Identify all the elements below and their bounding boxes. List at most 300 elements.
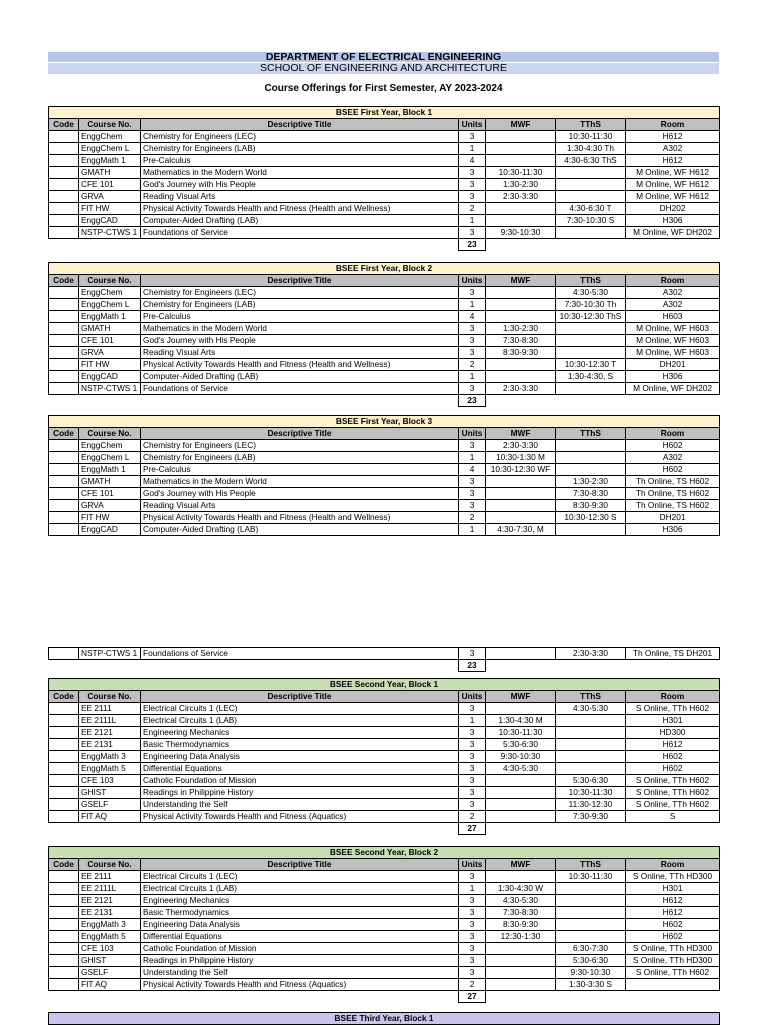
column-header-mwf: MWF: [486, 428, 556, 440]
spacer-cell: [486, 991, 556, 1003]
units-total: 23: [459, 239, 486, 251]
cell-course-no: EnggChem: [79, 287, 141, 299]
cell-room: DH201: [626, 512, 720, 524]
cell-mwf: [486, 703, 556, 715]
table-row: [49, 323, 720, 335]
cell-room: H612: [626, 895, 720, 907]
spacer-cell: [49, 239, 79, 251]
cell-title: Computer-Aided Drafting (LAB): [141, 371, 459, 383]
table-row: [49, 775, 720, 787]
cell-code: [49, 227, 79, 239]
cell-units: 2: [459, 979, 486, 991]
cell-course-no: EnggChem L: [79, 452, 141, 464]
spacer-cell: [626, 991, 720, 1003]
cell-mwf: [486, 203, 556, 215]
cell-room: A302: [626, 287, 720, 299]
cell-room: S Online, TTh HD300: [626, 943, 720, 955]
cell-course-no: EnggMath 3: [79, 919, 141, 931]
cell-code: [49, 799, 79, 811]
cell-units: 3: [459, 919, 486, 931]
cell-code: [49, 703, 79, 715]
spacer-cell: [49, 823, 79, 835]
cell-code: [49, 440, 79, 452]
table-row: [49, 371, 720, 383]
cell-tths: 7:30-10:30 S: [556, 215, 626, 227]
cell-title: Physical Activity Towards Health and Fitness (Health and Wellness): [141, 203, 459, 215]
cell-room: Th Online, TS DH201: [626, 648, 720, 660]
spacer-cell: [626, 660, 720, 672]
cell-tths: [556, 167, 626, 179]
cell-mwf: [486, 215, 556, 227]
column-header-units: Units: [459, 859, 486, 871]
cell-room: DH202: [626, 203, 720, 215]
cell-units: 3: [459, 763, 486, 775]
cell-tths: [556, 751, 626, 763]
table-row: [49, 648, 720, 660]
table-row: [49, 287, 720, 299]
cell-title: Engineering Data Analysis: [141, 751, 459, 763]
cell-units: 4: [459, 311, 486, 323]
cell-title: Understanding the Self: [141, 967, 459, 979]
cell-title: Physical Activity Towards Health and Fitness (Health and Wellness): [141, 359, 459, 371]
cell-room: Th Online, TS H602: [626, 500, 720, 512]
cell-units: 3: [459, 335, 486, 347]
cell-course-no: GRVA: [79, 500, 141, 512]
cell-title: Chemistry for Engineers (LEC): [141, 440, 459, 452]
department-title: DEPARTMENT OF ELECTRICAL ENGINEERING: [48, 52, 719, 62]
column-header-room: Room: [626, 428, 720, 440]
cell-units: 3: [459, 775, 486, 787]
cell-tths: 10:30-12:30 S: [556, 512, 626, 524]
cell-mwf: 7:30-8:30: [486, 335, 556, 347]
cell-units: 3: [459, 787, 486, 799]
course-block-table: [48, 678, 720, 835]
cell-mwf: 5:30-6:30: [486, 739, 556, 751]
cell-room: M Online, WF H612: [626, 179, 720, 191]
cell-course-no: EE 2121: [79, 727, 141, 739]
spacer-cell: [486, 823, 556, 835]
cell-room: A302: [626, 143, 720, 155]
cell-room: H602: [626, 464, 720, 476]
table-row: [49, 131, 720, 143]
column-header-code: Code: [49, 275, 79, 287]
cell-mwf: 1:30-4:30 W: [486, 883, 556, 895]
table-row: [49, 727, 720, 739]
cell-mwf: [486, 943, 556, 955]
table-row: [49, 512, 720, 524]
cell-units: 1: [459, 452, 486, 464]
cell-units: 3: [459, 727, 486, 739]
course-block-continuation: [48, 647, 720, 672]
cell-units: 3: [459, 191, 486, 203]
cell-room: H602: [626, 751, 720, 763]
cell-course-no: EnggMath 1: [79, 464, 141, 476]
cell-course-no: EnggMath 1: [79, 155, 141, 167]
cell-mwf: [486, 979, 556, 991]
cell-tths: 2:30-3:30: [556, 648, 626, 660]
cell-code: [49, 359, 79, 371]
cell-tths: [556, 335, 626, 347]
cell-title: Readings in Philippine History: [141, 787, 459, 799]
cell-mwf: 4:30-5:30: [486, 763, 556, 775]
cell-room: S Online, TTh H602: [626, 787, 720, 799]
column-header-course-no: Course No.: [79, 428, 141, 440]
table-row: [49, 143, 720, 155]
block-title: BSEE First Year, Block 2: [49, 263, 720, 275]
cell-code: [49, 500, 79, 512]
table-row: [49, 943, 720, 955]
cell-title: Foundations of Service: [141, 383, 459, 395]
cell-title: Pre-Calculus: [141, 464, 459, 476]
cell-tths: [556, 763, 626, 775]
cell-tths: [556, 452, 626, 464]
cell-units: 1: [459, 524, 486, 536]
cell-units: 3: [459, 323, 486, 335]
cell-mwf: [486, 871, 556, 883]
column-header-tths: TThS: [556, 119, 626, 131]
column-header-mwf: MWF: [486, 119, 556, 131]
cell-room: DH201: [626, 359, 720, 371]
table-row: [49, 440, 720, 452]
table-row: [49, 751, 720, 763]
cell-units: 3: [459, 955, 486, 967]
table-row: [49, 907, 720, 919]
spacer-cell: [79, 660, 141, 672]
cell-course-no: EE 2131: [79, 739, 141, 751]
cell-mwf: [486, 787, 556, 799]
cell-title: Chemistry for Engineers (LAB): [141, 299, 459, 311]
cell-tths: 10:30-11:30: [556, 787, 626, 799]
cell-units: 3: [459, 739, 486, 751]
page-subtitle: Course Offerings for First Semester, AY 2023-2024: [264, 83, 503, 94]
cell-tths: 8:30-9:30: [556, 500, 626, 512]
cell-course-no: CFE 101: [79, 488, 141, 500]
units-total: 23: [459, 395, 486, 407]
cell-units: 3: [459, 440, 486, 452]
cell-room: M Online, WF DH202: [626, 227, 720, 239]
cell-tths: [556, 440, 626, 452]
cell-code: [49, 775, 79, 787]
cell-room: H306: [626, 371, 720, 383]
column-header-title: Descriptive Title: [141, 428, 459, 440]
cell-room: H602: [626, 931, 720, 943]
cell-tths: [556, 227, 626, 239]
cell-mwf: 4:30-7:30, M: [486, 524, 556, 536]
cell-units: 1: [459, 299, 486, 311]
column-header-course-no: Course No.: [79, 691, 141, 703]
cell-mwf: [486, 371, 556, 383]
cell-mwf: 2:30-3:30: [486, 440, 556, 452]
cell-tths: 9:30-10:30: [556, 967, 626, 979]
cell-code: [49, 979, 79, 991]
cell-course-no: EE 2111L: [79, 715, 141, 727]
spacer-cell: [79, 823, 141, 835]
cell-code: [49, 179, 79, 191]
spacer-cell: [556, 239, 626, 251]
cell-tths: 5:30-6:30: [556, 775, 626, 787]
cell-course-no: EnggCAD: [79, 371, 141, 383]
table-row: [49, 359, 720, 371]
table-row: [49, 715, 720, 727]
column-header-room: Room: [626, 275, 720, 287]
cell-course-no: GHIST: [79, 787, 141, 799]
table-row: [49, 883, 720, 895]
cell-room: Th Online, TS H602: [626, 476, 720, 488]
spacer-cell: [49, 991, 79, 1003]
cell-mwf: [486, 299, 556, 311]
cell-mwf: [486, 967, 556, 979]
cell-code: [49, 512, 79, 524]
cell-code: [49, 955, 79, 967]
cell-room: H602: [626, 919, 720, 931]
cell-title: Physical Activity Towards Health and Fitness (Aquatics): [141, 979, 459, 991]
cell-title: Electrical Circuits 1 (LEC): [141, 703, 459, 715]
column-header-mwf: MWF: [486, 691, 556, 703]
table-row: [49, 452, 720, 464]
column-header-title: Descriptive Title: [141, 859, 459, 871]
cell-course-no: CFE 103: [79, 943, 141, 955]
cell-tths: [556, 464, 626, 476]
cell-room: A302: [626, 452, 720, 464]
cell-code: [49, 476, 79, 488]
cell-code: [49, 155, 79, 167]
cell-room: H301: [626, 883, 720, 895]
spacer-cell: [486, 395, 556, 407]
cell-course-no: GSELF: [79, 799, 141, 811]
spacer-cell: [626, 823, 720, 835]
cell-title: Chemistry for Engineers (LEC): [141, 131, 459, 143]
cell-course-no: CFE 101: [79, 335, 141, 347]
table-row: [49, 464, 720, 476]
cell-code: [49, 919, 79, 931]
school-title: SCHOOL OF ENGINEERING AND ARCHITECTURE: [48, 63, 719, 74]
cell-mwf: [486, 799, 556, 811]
column-header-tths: TThS: [556, 859, 626, 871]
spacer-cell: [626, 239, 720, 251]
cell-course-no: GHIST: [79, 955, 141, 967]
cell-course-no: EnggChem L: [79, 299, 141, 311]
cell-units: 3: [459, 476, 486, 488]
cell-tths: 1:30-2:30: [556, 476, 626, 488]
cell-mwf: [486, 811, 556, 823]
cell-mwf: 8:30-9:30: [486, 347, 556, 359]
cell-tths: 7:30-8:30: [556, 488, 626, 500]
column-header-units: Units: [459, 119, 486, 131]
column-header-code: Code: [49, 859, 79, 871]
column-header-course-no: Course No.: [79, 275, 141, 287]
table-row: [49, 524, 720, 536]
cell-room: S Online, TTh H602: [626, 703, 720, 715]
cell-units: 1: [459, 371, 486, 383]
cell-course-no: EnggChem: [79, 131, 141, 143]
table-row: [49, 383, 720, 395]
table-row: [49, 703, 720, 715]
cell-course-no: FIT AQ: [79, 811, 141, 823]
table-row: [49, 931, 720, 943]
course-block-table: [48, 262, 720, 407]
cell-title: Differential Equations: [141, 763, 459, 775]
spacer-cell: [486, 239, 556, 251]
cell-title: Readings in Philippine History: [141, 955, 459, 967]
cell-mwf: 2:30-3:30: [486, 191, 556, 203]
cell-tths: [556, 383, 626, 395]
cell-room: M Online, WF H603: [626, 335, 720, 347]
cell-tths: 10:30-12:30 ThS: [556, 311, 626, 323]
cell-course-no: FIT HW: [79, 203, 141, 215]
cell-title: Differential Equations: [141, 931, 459, 943]
cell-mwf: [486, 648, 556, 660]
cell-course-no: EnggMath 1: [79, 311, 141, 323]
cell-mwf: [486, 476, 556, 488]
cell-title: Pre-Calculus: [141, 155, 459, 167]
cell-units: 3: [459, 179, 486, 191]
course-block-table: [48, 415, 720, 536]
cell-code: [49, 335, 79, 347]
column-header-tths: TThS: [556, 691, 626, 703]
cell-code: [49, 811, 79, 823]
cell-units: 2: [459, 203, 486, 215]
cell-units: 3: [459, 287, 486, 299]
column-header-course-no: Course No.: [79, 119, 141, 131]
table-row: [49, 299, 720, 311]
cell-room: [626, 979, 720, 991]
cell-mwf: [486, 488, 556, 500]
cell-units: 1: [459, 143, 486, 155]
column-header-code: Code: [49, 119, 79, 131]
cell-tths: 4:30-5:30: [556, 287, 626, 299]
cell-units: 3: [459, 488, 486, 500]
spacer-cell: [79, 239, 141, 251]
cell-room: H612: [626, 131, 720, 143]
cell-course-no: FIT HW: [79, 512, 141, 524]
spacer-cell: [556, 991, 626, 1003]
cell-units: 2: [459, 512, 486, 524]
cell-room: A302: [626, 299, 720, 311]
cell-code: [49, 895, 79, 907]
cell-units: 3: [459, 943, 486, 955]
column-header-code: Code: [49, 691, 79, 703]
cell-code: [49, 452, 79, 464]
cell-units: 3: [459, 131, 486, 143]
cell-tths: 10:30-12:30 T: [556, 359, 626, 371]
cell-tths: 1:30-4:30 Th: [556, 143, 626, 155]
cell-tths: 5:30-6:30: [556, 955, 626, 967]
units-total: 23: [459, 660, 486, 672]
cell-tths: 7:30-9:30: [556, 811, 626, 823]
cell-units: 3: [459, 167, 486, 179]
cell-mwf: [486, 287, 556, 299]
table-row: [49, 476, 720, 488]
block-title: BSEE First Year, Block 3: [49, 416, 720, 428]
cell-room: Th Online, TS H602: [626, 488, 720, 500]
cell-units: 3: [459, 648, 486, 660]
cell-course-no: EnggChem L: [79, 143, 141, 155]
units-total: 27: [459, 991, 486, 1003]
table-row: [49, 967, 720, 979]
cell-code: [49, 191, 79, 203]
cell-tths: [556, 727, 626, 739]
cell-room: H602: [626, 763, 720, 775]
cell-code: [49, 763, 79, 775]
cell-room: H603: [626, 311, 720, 323]
column-header-units: Units: [459, 691, 486, 703]
spacer-cell: [556, 395, 626, 407]
cell-title: Reading Visual Arts: [141, 191, 459, 203]
cell-units: 3: [459, 500, 486, 512]
spacer-cell: [141, 823, 459, 835]
cell-units: 4: [459, 155, 486, 167]
cell-title: Engineering Mechanics: [141, 727, 459, 739]
cell-code: [49, 311, 79, 323]
cell-title: Foundations of Service: [141, 227, 459, 239]
cell-course-no: GSELF: [79, 967, 141, 979]
cell-tths: [556, 931, 626, 943]
cell-title: God's Journey with His People: [141, 335, 459, 347]
cell-title: Mathematics in the Modern World: [141, 167, 459, 179]
cell-mwf: [486, 143, 556, 155]
cell-room: M Online, WF H612: [626, 191, 720, 203]
cell-title: Reading Visual Arts: [141, 347, 459, 359]
table-row: [49, 787, 720, 799]
cell-course-no: EE 2111L: [79, 883, 141, 895]
cell-tths: [556, 524, 626, 536]
course-block-table: [48, 1012, 720, 1025]
cell-title: Foundations of Service: [141, 648, 459, 660]
cell-mwf: [486, 311, 556, 323]
cell-tths: 11:30-12:30: [556, 799, 626, 811]
cell-code: [49, 215, 79, 227]
cell-room: S Online, TTh H602: [626, 967, 720, 979]
column-header-units: Units: [459, 428, 486, 440]
table-row: [49, 227, 720, 239]
cell-tths: 4:30-5:30: [556, 703, 626, 715]
cell-title: God's Journey with His People: [141, 179, 459, 191]
cell-mwf: [486, 500, 556, 512]
cell-course-no: NSTP-CTWS 1: [79, 227, 141, 239]
cell-mwf: 2:30-3:30: [486, 383, 556, 395]
cell-mwf: 10:30-11:30: [486, 727, 556, 739]
cell-units: 3: [459, 871, 486, 883]
course-block-table: [48, 846, 720, 1003]
table-row: [49, 500, 720, 512]
cell-code: [49, 143, 79, 155]
cell-tths: [556, 895, 626, 907]
cell-title: Basic Thermodynamics: [141, 907, 459, 919]
cell-course-no: EnggChem: [79, 440, 141, 452]
cell-tths: 10:30-11:30: [556, 871, 626, 883]
cell-room: H612: [626, 739, 720, 751]
cell-course-no: EnggMath 5: [79, 931, 141, 943]
table-row: [49, 167, 720, 179]
cell-title: Basic Thermodynamics: [141, 739, 459, 751]
cell-tths: 6:30-7:30: [556, 943, 626, 955]
table-row: [49, 811, 720, 823]
cell-title: Electrical Circuits 1 (LAB): [141, 883, 459, 895]
cell-code: [49, 383, 79, 395]
spacer-cell: [556, 660, 626, 672]
cell-course-no: EnggCAD: [79, 215, 141, 227]
cell-room: H602: [626, 440, 720, 452]
cell-code: [49, 524, 79, 536]
cell-mwf: [486, 155, 556, 167]
cell-units: 3: [459, 347, 486, 359]
cell-course-no: EnggMath 3: [79, 751, 141, 763]
table-row: [49, 311, 720, 323]
cell-mwf: [486, 131, 556, 143]
cell-mwf: 7:30-8:30: [486, 907, 556, 919]
cell-course-no: GMATH: [79, 167, 141, 179]
cell-tths: 4:30-6:30 ThS: [556, 155, 626, 167]
